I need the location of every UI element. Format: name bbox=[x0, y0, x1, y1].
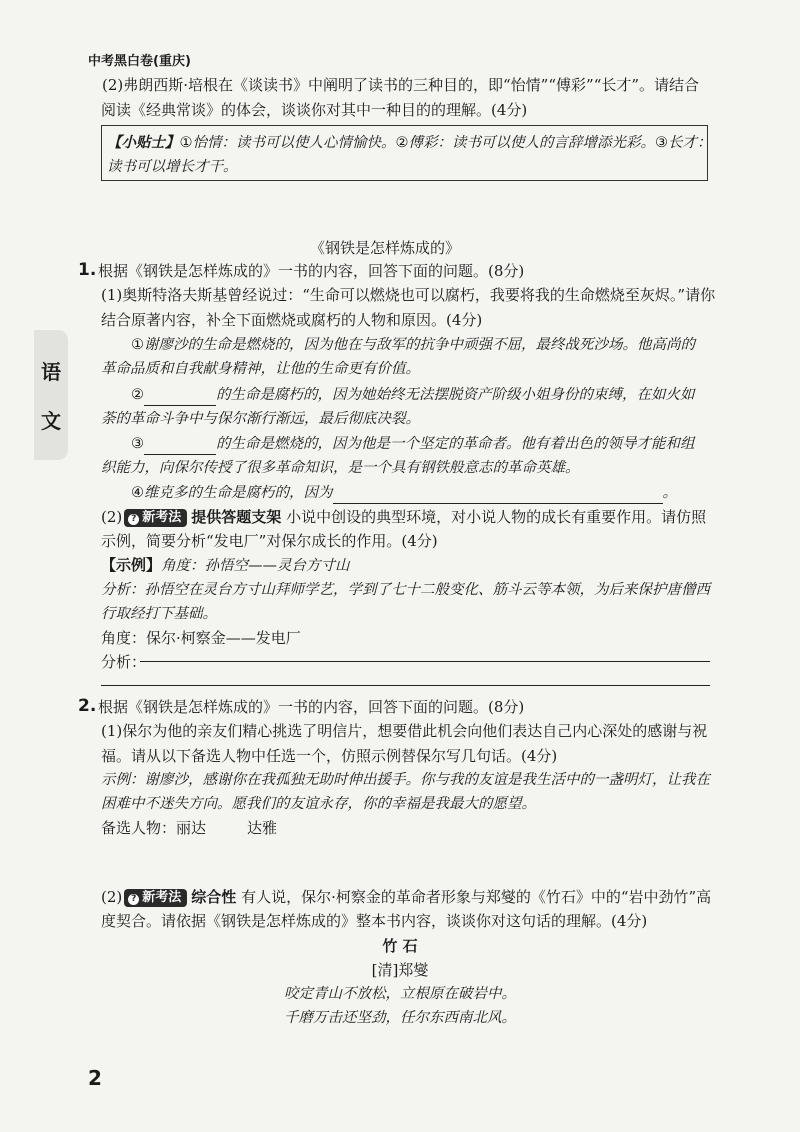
example-analysis: 行取经打下基础。 bbox=[101, 606, 217, 622]
question-text: 示例，简要分析“发电厂”对保尔成长的作用。(4分) bbox=[101, 532, 438, 550]
angle-line: 角度：保尔·柯察金——发电厂 bbox=[101, 629, 301, 647]
intro-question-line: (2)弗朗西斯·培根在《谈读书》中阐明了读书的三种目的，即“怡情”“傅彩”“长才”。请结合 bbox=[102, 76, 700, 94]
intro-question-line: 阅读《经典常谈》的体会，谈谈你对其中一种目的的理解。(4分) bbox=[101, 101, 528, 119]
question-text: 福。请从以下备选人物中任选一个，仿照示例替保尔写几句话。(4分) bbox=[101, 747, 558, 765]
exam-header: 中考黑白卷(重庆) bbox=[88, 54, 191, 69]
example-line bbox=[101, 554, 350, 577]
tip-text: ①怡情：读书可以使人心情愉快。②傅彩：读书可以使人的言辞增添光彩。③长才： bbox=[179, 135, 712, 151]
answer-text: 的生命是燃烧的，因为他是一个坚定的革命者。他有着出色的领导才能和组 bbox=[216, 436, 695, 452]
bold-tag: 提供答题支架 bbox=[191, 508, 282, 526]
tip-line: 读书可以增长才干。 bbox=[107, 159, 238, 175]
answer-line: 荼的革命斗争中与保尔渐行渐远，最后彻底决裂。 bbox=[101, 411, 420, 427]
answer-line bbox=[131, 384, 695, 406]
side-tab-char: 文 bbox=[41, 409, 61, 433]
poem-title: 竹 石 bbox=[382, 937, 418, 955]
answer-text: 的生命是腐朽的，因为她始终无法摆脱资产阶级小姐身份的束缚，在如火如 bbox=[216, 387, 695, 403]
sub-number: (2) bbox=[101, 508, 123, 526]
new-method-badge bbox=[124, 509, 187, 527]
answer-blank[interactable] bbox=[144, 389, 216, 406]
question-text: 度契合。请依据《钢铁是怎样炼成的》整本书内容，谈谈你对这句话的理解。(4分) bbox=[101, 912, 648, 930]
tip-line bbox=[107, 131, 712, 152]
item-number: ② bbox=[131, 387, 144, 403]
answer-end: 。 bbox=[662, 485, 677, 501]
candidate-name: 达雅 bbox=[247, 819, 278, 837]
answer-line bbox=[131, 482, 677, 504]
sub-number: (2) bbox=[101, 888, 123, 906]
side-tab-char: 语 bbox=[41, 360, 61, 384]
answer-line bbox=[131, 433, 695, 455]
question-text bbox=[101, 506, 706, 528]
poem-line: 咬定青山不放松，立根原在破岩中。 bbox=[284, 986, 516, 1002]
page-number: 2 bbox=[88, 1066, 102, 1090]
question-number: 1. bbox=[78, 260, 97, 280]
tip-label: 【小贴士】 bbox=[107, 135, 180, 151]
answer-rule[interactable] bbox=[140, 661, 710, 662]
answer-rule[interactable] bbox=[101, 685, 710, 686]
example-analysis: 分析：孙悟空在灵台方寸山拜师学艺，学到了七十二般变化、筋斗云等本领，为后来保护唐僧西 bbox=[101, 582, 710, 598]
subject-side-tab bbox=[34, 330, 68, 460]
answer-line: ①谢廖沙的生命是燃烧的，因为他在与敌军的抗争中顽强不屈，最终战死沙场。他高尚的 bbox=[131, 337, 695, 353]
answer-blank[interactable] bbox=[333, 487, 663, 504]
question-text: (1)保尔为他的亲友们精心挑选了明信片，想要借此机会向他们表达自己内心深处的感谢与祝 bbox=[101, 722, 708, 740]
book-title: 《钢铁是怎样炼成的》 bbox=[310, 239, 461, 257]
example-line: 困难中不迷失方向。愿我们的友谊永存，你的幸福是我最大的愿望。 bbox=[101, 796, 536, 812]
question-stem: 根据《钢铁是怎样炼成的》一书的内容，回答下面的问题。(8分) bbox=[98, 262, 525, 280]
answer-blank[interactable] bbox=[144, 438, 216, 455]
question-text: (1)奥斯特洛夫斯基曾经说过：“生命可以燃烧也可以腐朽，我要将我的生命燃烧至灰烬。”请你 bbox=[101, 286, 716, 304]
example-angle: 角度：孙悟空——灵台方寸山 bbox=[161, 558, 350, 574]
example-label: 【示例】 bbox=[101, 556, 162, 574]
poem-author: [清]郑燮 bbox=[371, 961, 429, 979]
candidates-label: 备选人物：丽达 bbox=[101, 819, 207, 837]
question-text: 结合原著内容，补全下面燃烧或腐朽的人物和原因。(4分) bbox=[101, 311, 483, 329]
new-method-badge bbox=[124, 889, 187, 907]
question-text-rest: 小说中创设的典型环境，对小说人物的成长有重要作用。请仿照 bbox=[286, 508, 707, 526]
question-text bbox=[101, 886, 711, 908]
bold-tag: 综合性 bbox=[191, 888, 237, 906]
question-number: 2. bbox=[78, 696, 97, 716]
poem-line: 千磨万击还坚劲，任尔东西南北风。 bbox=[284, 1010, 516, 1026]
answer-text: ④维克多的生命是腐朽的，因为 bbox=[131, 485, 333, 501]
example-line: 示例：谢廖沙，感谢你在我孤独无助时伸出援手。你与我的友谊是我生活中的一盏明灯，让我在 bbox=[101, 772, 710, 788]
pin-icon: ? bbox=[128, 894, 139, 905]
answer-line: 织能力，向保尔传授了很多革命知识，是一个具有钢铁般意志的革命英雄。 bbox=[101, 460, 580, 476]
analysis-label: 分析： bbox=[101, 653, 147, 671]
item-number: ③ bbox=[131, 436, 144, 452]
question-stem: 根据《钢铁是怎样炼成的》一书的内容，回答下面的问题。(8分) bbox=[98, 698, 525, 716]
question-text-rest: 有人说，保尔·柯察金的革命者形象与郑燮的《竹石》中的“岩中劲竹”高 bbox=[241, 888, 712, 906]
badge-label: 新考法 bbox=[142, 510, 182, 525]
badge-label: 新考法 bbox=[142, 890, 182, 905]
pin-icon: ? bbox=[128, 514, 139, 525]
answer-line: 革命品质和自我献身精神，让他的生命更有价值。 bbox=[101, 361, 420, 377]
